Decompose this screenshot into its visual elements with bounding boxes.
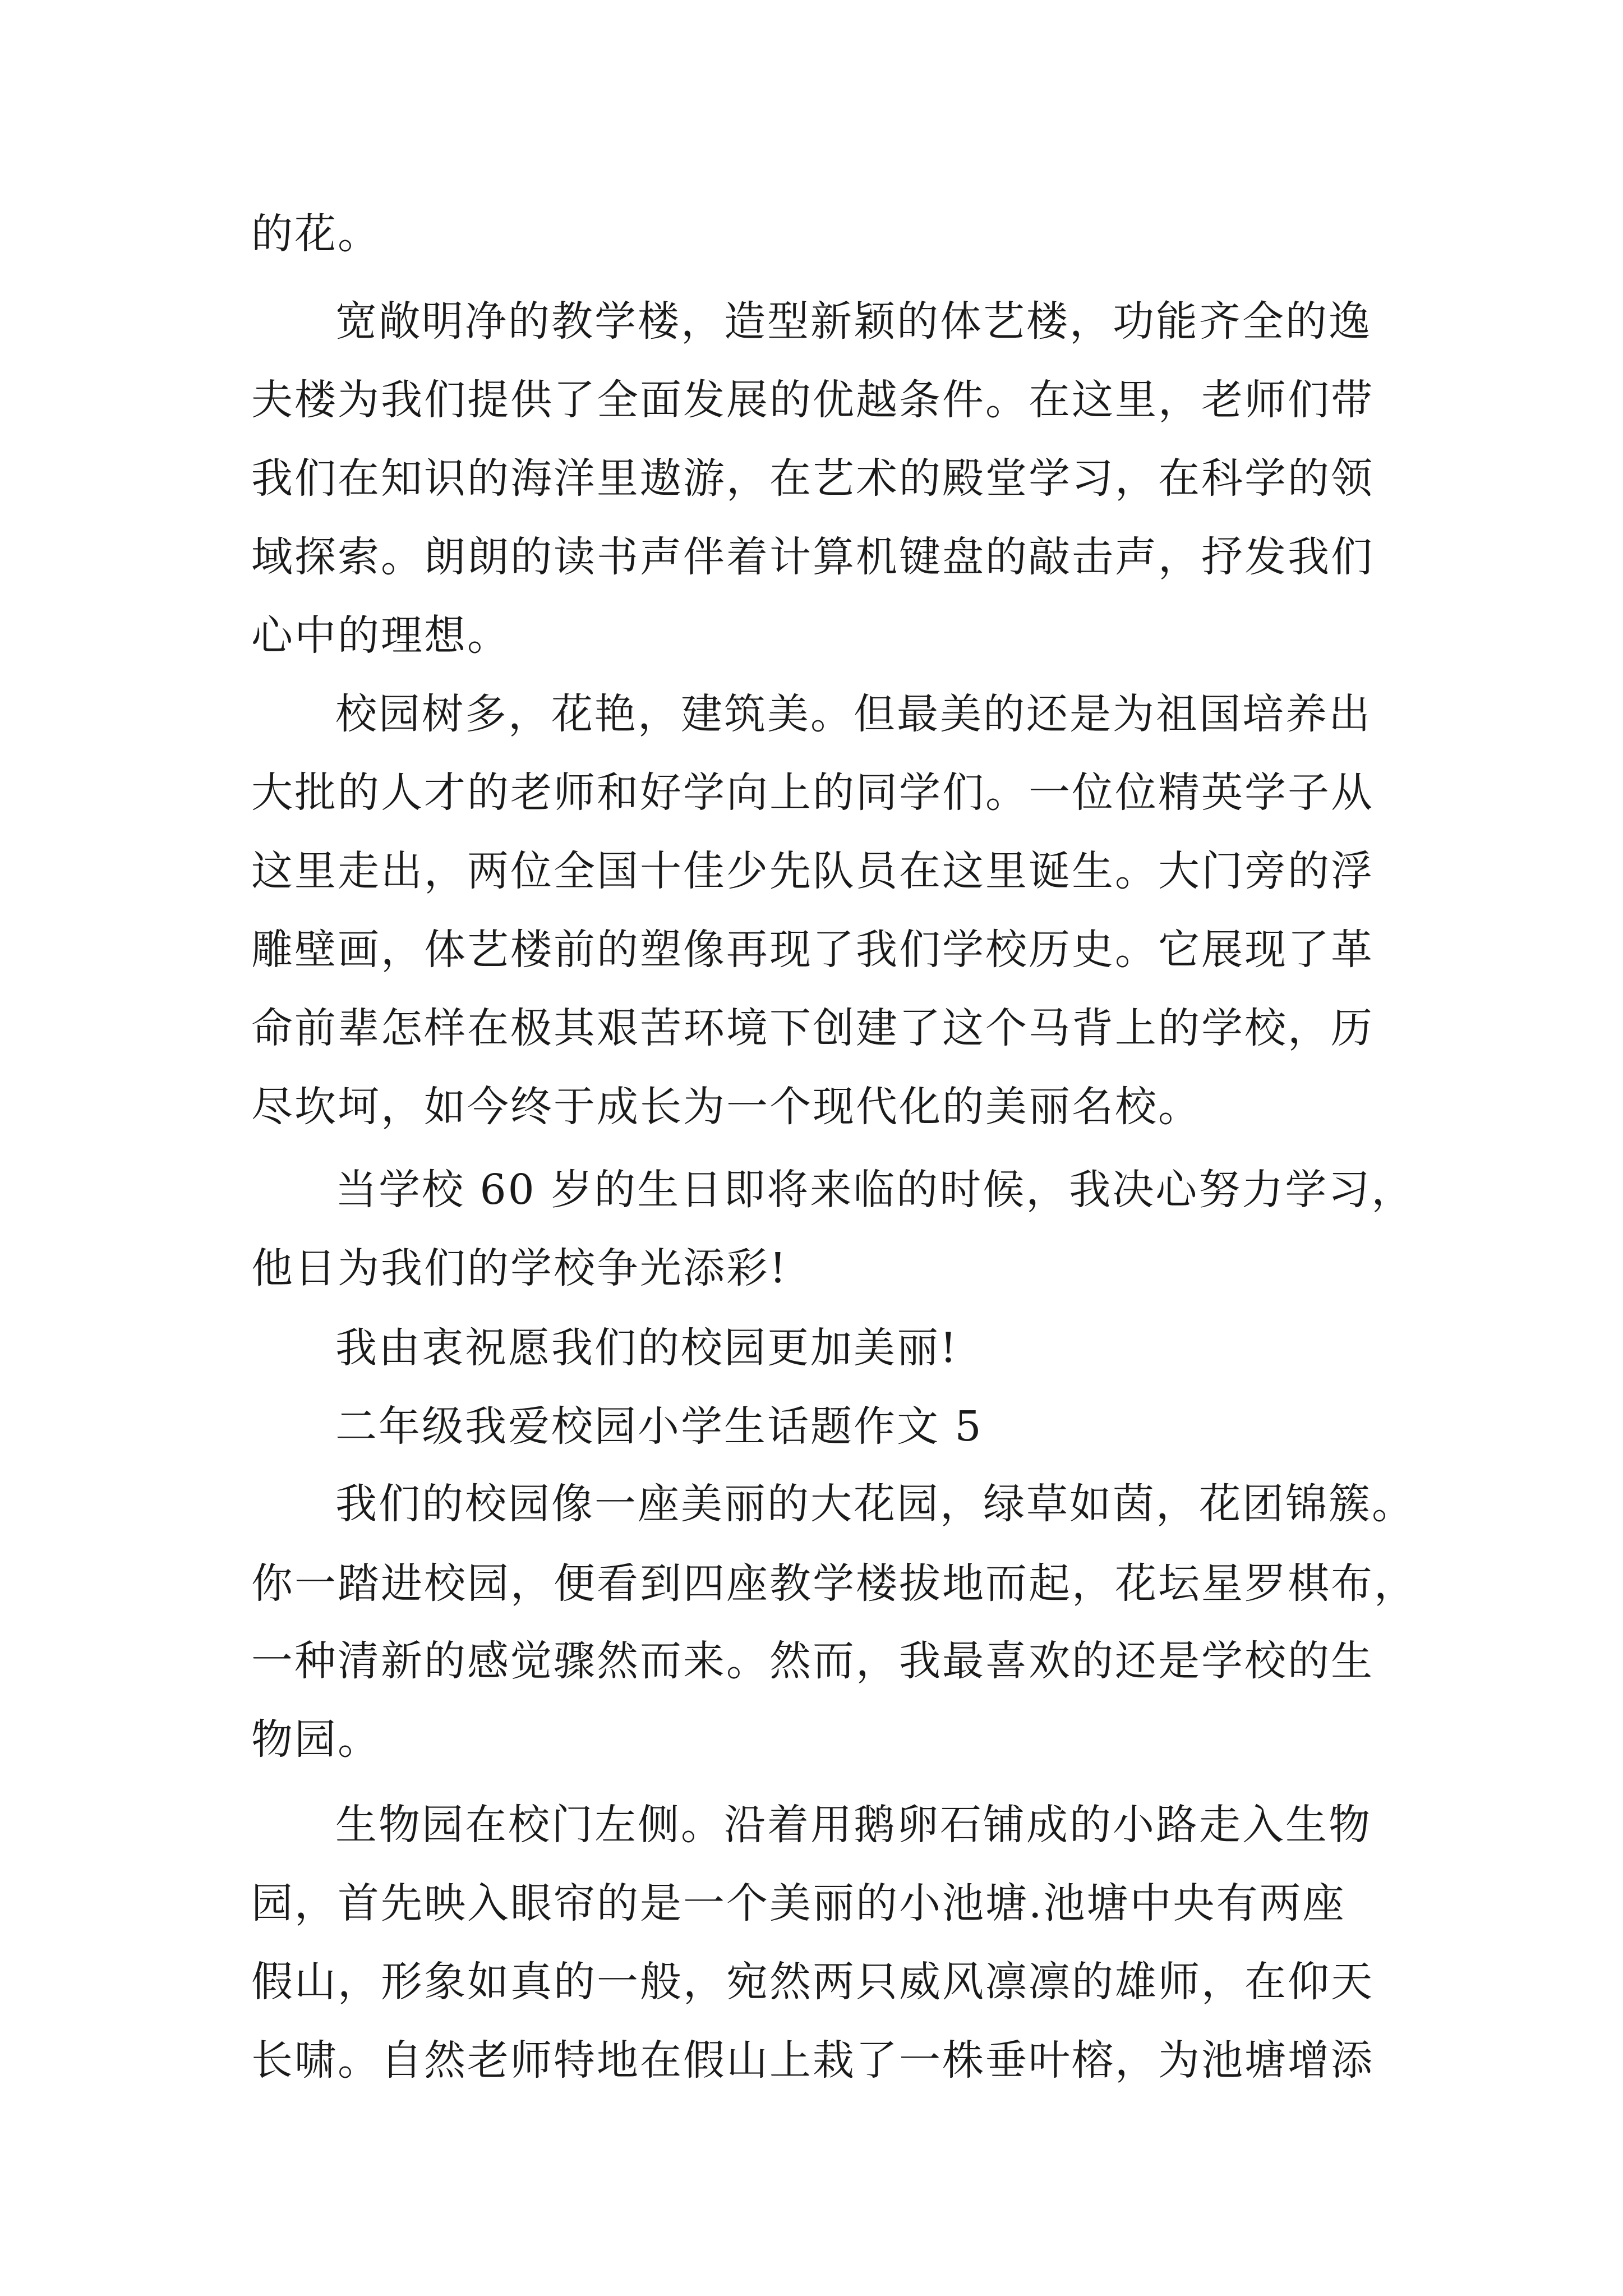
text-line-9: 这里走出，两位全国十佳少先队员在这里诞生。大门旁的浮 xyxy=(251,847,1374,895)
text-line-14: 他日为我们的学校争光添彩! xyxy=(251,1244,788,1292)
text-line-17: 我们的校园像一座美丽的大花园，绿草如茵，花团锦簇。 xyxy=(335,1480,1415,1528)
text-line-21: 生物园在校门左侧。沿着用鹅卵石铺成的小路走入生物 xyxy=(335,1801,1372,1849)
text-line-23: 假山，形象如真的一般，宛然两只威风凛凛的雄师，在仰天 xyxy=(251,1958,1374,2006)
text-line-15: 我由衷祝愿我们的校园更加美丽! xyxy=(335,1324,958,1372)
text-line-11: 命前辈怎样在极其艰苦环境下创建了这个马背上的学校，历 xyxy=(251,1004,1374,1052)
text-line-22: 园，首先映入眼帘的是一个美丽的小池塘.池塘中央有两座 xyxy=(251,1879,1346,1927)
text-line-1: 的花。 xyxy=(251,210,381,258)
text-line-7: 校园树多，花艳，建筑美。但最美的还是为祖国培养出 xyxy=(335,690,1372,738)
text-line-8: 大批的人才的老师和好学向上的同学们。一位位精英学子从 xyxy=(251,769,1374,817)
text-line-2: 宽敞明净的教学楼，造型新颖的体艺楼，功能齐全的逸 xyxy=(335,297,1372,346)
text-line-13: 当学校 60 岁的生日即将来临的时候，我决心努力学习， xyxy=(335,1166,1415,1214)
text-line-24: 长啸。自然老师特地在假山上栽了一株垂叶榕，为池塘增添 xyxy=(251,2036,1374,2085)
text-line-20: 物园。 xyxy=(251,1715,381,1764)
text-line-10: 雕壁画，体艺楼前的塑像再现了我们学校历史。它展现了革 xyxy=(251,926,1374,974)
text-line-3: 夫楼为我们提供了全面发展的优越条件。在这里，老师们带 xyxy=(251,376,1374,424)
section-heading: 二年级我爱校园小学生话题作文 5 xyxy=(335,1402,983,1451)
text-line-5: 域探索。朗朗的读书声伴着计算机键盘的敲击声，抒发我们 xyxy=(251,533,1374,581)
text-line-19: 一种清新的感觉骤然而来。然而，我最喜欢的还是学校的生 xyxy=(251,1637,1374,1685)
text-line-12: 尽坎坷，如今终于成长为一个现代化的美丽名校。 xyxy=(251,1083,1201,1131)
text-line-4: 我们在知识的海洋里遨游，在艺术的殿堂学习，在科学的领 xyxy=(251,454,1374,503)
text-line-6: 心中的理想。 xyxy=(251,611,510,660)
text-line-18: 你一踏进校园，便看到四座教学楼拔地而起，花坛星罗棋布， xyxy=(251,1559,1417,1608)
